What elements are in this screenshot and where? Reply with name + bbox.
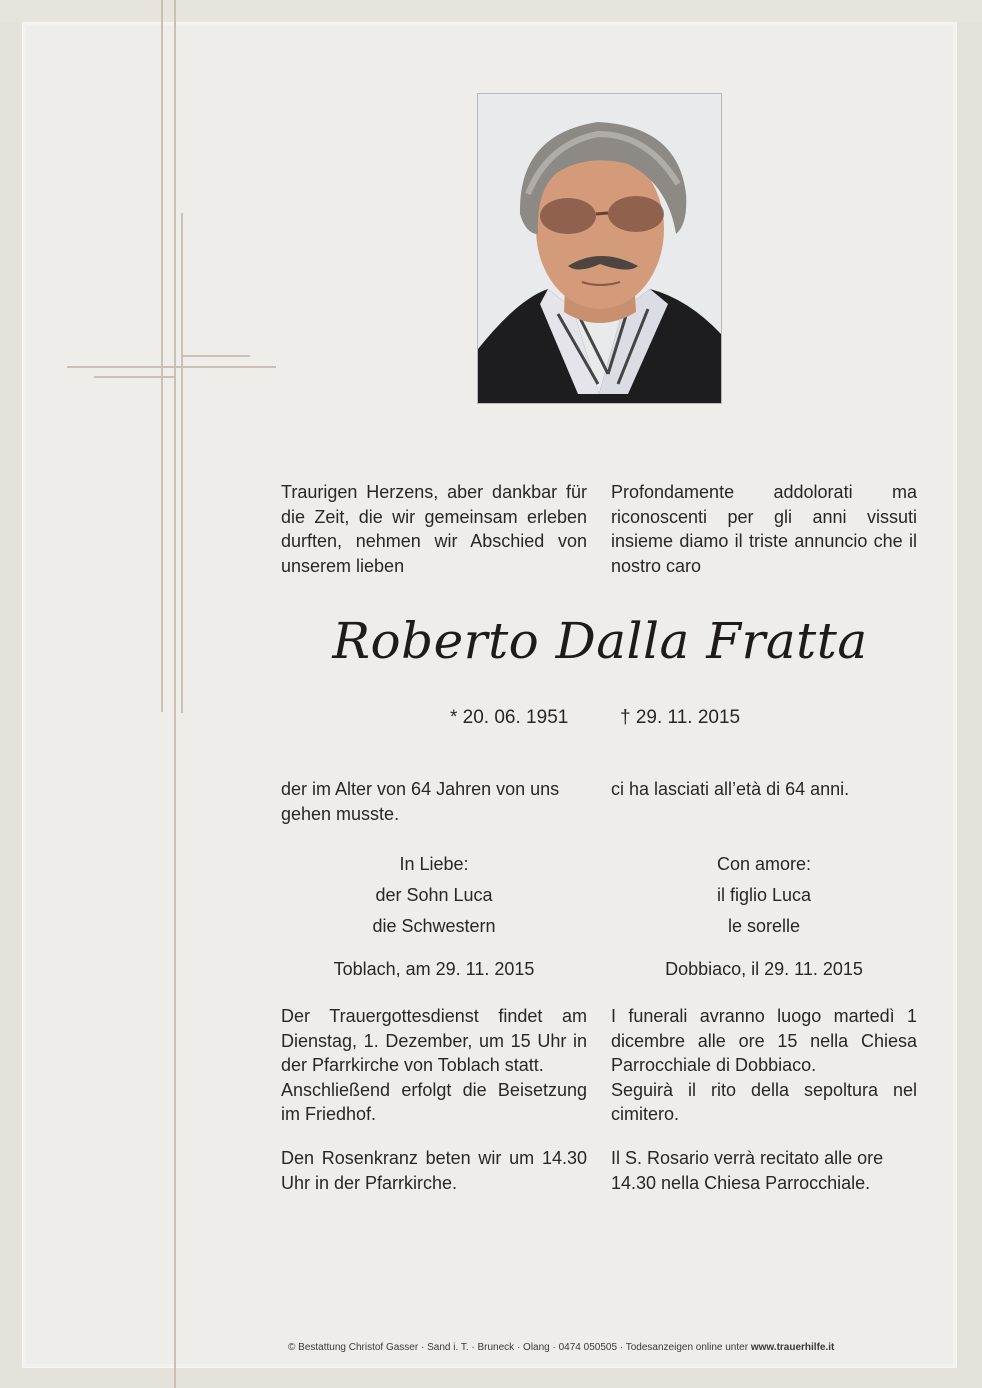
birth-date: * 20. 06. 1951 <box>450 707 569 728</box>
portrait-image <box>478 94 721 403</box>
cross-vertical <box>181 213 183 713</box>
deceased-name: Roberto Dalla Fratta <box>332 612 868 670</box>
intro-italian <box>611 480 917 578</box>
frame-line-right <box>174 0 176 1388</box>
rosary-german <box>281 1146 587 1195</box>
funeral-german-burial: Anschließend erfolgt die Beisetzung im Friedhof. <box>281 1079 587 1124</box>
funeral-german-service: Der Trauergottesdienst findet am Dienstag, 1. Dezember, um 15 Uhr in der Pfarrkirche von Toblach statt. <box>281 1006 587 1075</box>
mourners-german-line: der Sohn Luca <box>375 885 493 905</box>
funeral-german <box>281 1004 587 1127</box>
mourners-german-line: In Liebe: <box>399 854 469 874</box>
cross-beam-right <box>183 355 250 357</box>
age-italian-text: ci ha lasciati all’età di 64 anni. <box>611 779 850 799</box>
funeral-italian <box>611 1004 917 1127</box>
age-german-text: der im Alter von 64 Jahren von uns gehen musste. <box>281 779 560 824</box>
age-italian <box>611 777 917 802</box>
cross-beam-lower <box>94 376 176 378</box>
rosary-italian-text: Il S. Rosario verrà recitato alle ore 14.30 nella Chiesa Parrocchiale. <box>611 1148 884 1193</box>
funeral-italian-service: I funerali avranno luogo martedì 1 dicembre alle ore 15 nella Chiesa Parrocchiale di Dobbiaco. <box>611 1006 917 1075</box>
mourners-italian <box>611 849 917 942</box>
mourners-italian-line: il figlio Luca <box>716 885 812 905</box>
page-top-edge <box>0 0 982 22</box>
intro-german <box>281 480 587 578</box>
death-date: † 29. 11. 2015 <box>620 707 741 728</box>
mourners-german <box>281 849 587 942</box>
footer-url-link[interactable]: www.trauerhilfe.it <box>750 1342 835 1353</box>
place-date-italian: Dobbiaco, il 29. 11. 2015 <box>665 959 863 979</box>
age-german <box>281 777 587 826</box>
intro-german-text: Traurigen Herzens, aber dankbar für die Zeit, die wir gemeinsam erleben durften, nehmen wir Abschied von unserem lieben <box>281 482 587 576</box>
funeral-italian-burial: Seguirà il rito della sepoltura nel cimitero. <box>611 1079 917 1124</box>
footer <box>288 1342 918 1353</box>
footer-text: © Bestattung Christof Gasser · Sand i. T. · Bruneck · Olang · 0474 050505 · Todesanzeigen online unter <box>288 1342 751 1353</box>
frame-line-left <box>161 0 163 712</box>
mourners-italian-line: le sorelle <box>727 916 801 936</box>
rosary-italian <box>611 1146 917 1195</box>
cross-beam-upper <box>67 366 276 368</box>
portrait-photo <box>477 93 722 404</box>
rosary-german-text: Den Rosenkranz beten wir um 14.30 Uhr in der Pfarrkirche. <box>281 1148 587 1193</box>
intro-italian-text: Profondamente addolorati ma riconoscenti per gli anni vissuti insieme diamo il triste annuncio che il nostro caro <box>611 482 917 576</box>
mourners-italian-line: Con amore: <box>716 854 812 874</box>
place-date-german: Toblach, am 29. 11. 2015 <box>333 959 535 979</box>
mourners-german-line: die Schwestern <box>372 916 496 936</box>
